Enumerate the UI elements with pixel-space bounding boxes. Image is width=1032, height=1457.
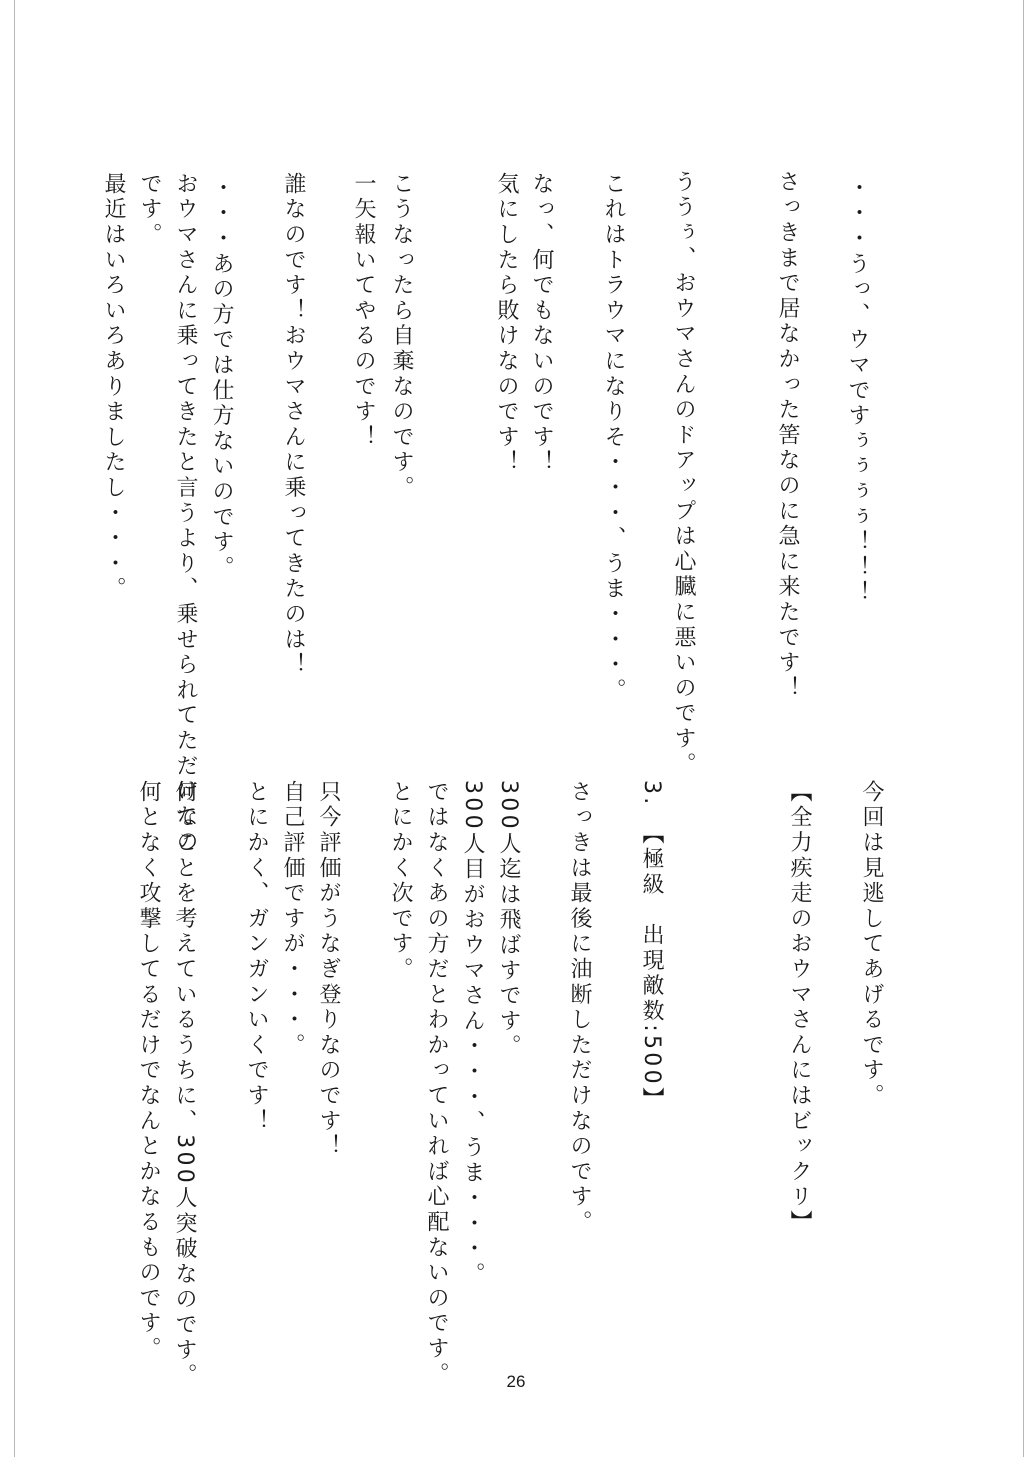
heading-column: 【全力疾走のおウマさんにはビックリ】 (787, 780, 812, 1236)
text-column: なっ、何でもないのです！ (529, 172, 554, 476)
text-column: ううぅ、おウマさんのドアップは心臓に悪いのです。 (671, 170, 696, 778)
text-column: 誰なのです！おウマさんに乗ってきたのは！ (281, 172, 306, 678)
text-column: さっきまで居なかった筈なのに急に来たです！ (775, 170, 800, 702)
scan-edge-right (1023, 0, 1024, 1457)
text-column: おウマさんに乗ってきたと言うより、乗せられてただけなの (173, 172, 198, 856)
text-column: とにかく、ガンガンいくです！ (244, 780, 269, 1135)
text-column: 只今評価がうなぎ登りなのです！ (316, 780, 341, 1160)
text-column: 自己評価ですが・・・。 (280, 780, 305, 1059)
text-column: 一矢報いてやるのです！ (351, 172, 376, 451)
text-column: とにかく次です。 (388, 780, 413, 983)
text-column: ・・・うっ、ウマですぅぅぅぅ！！！ (845, 176, 870, 607)
text-column: さっきは最後に油断しただけなのです。 (567, 780, 592, 1236)
scan-edge-left (14, 0, 15, 1457)
text-column: 今回は見逃してあげるです。 (859, 780, 884, 1109)
text-column: 何てことを考えているうちに、300人突破なのです。 (172, 780, 197, 1389)
text-column: これはトラウマになりそ・・・、うま・・・。 (601, 172, 626, 704)
text-column: ・・・あの方では仕方ないのです。 (209, 176, 234, 581)
text-column: 最近はいろいろありましたし・・・。 (101, 172, 126, 603)
text-column: ではなくあの方だとわかっていれば心配ないのです。 (424, 780, 449, 1388)
text-column: 何となく攻撃してるだけでなんとかなるものです。 (136, 780, 161, 1362)
text-column: 300人目がおウマさん・・・、うま・・・。 (460, 780, 485, 1288)
text-column: 気にしたら敗けなのです！ (494, 172, 519, 476)
page-number: 26 (506, 1372, 526, 1391)
text-column: 300人迄は飛ばすです。 (496, 780, 521, 1060)
text-column: です。 (137, 172, 162, 248)
text-column: こうなったら自棄なのです。 (389, 172, 414, 501)
stage-heading: 3. 【極級 出現敵数:500】 (639, 780, 664, 1113)
